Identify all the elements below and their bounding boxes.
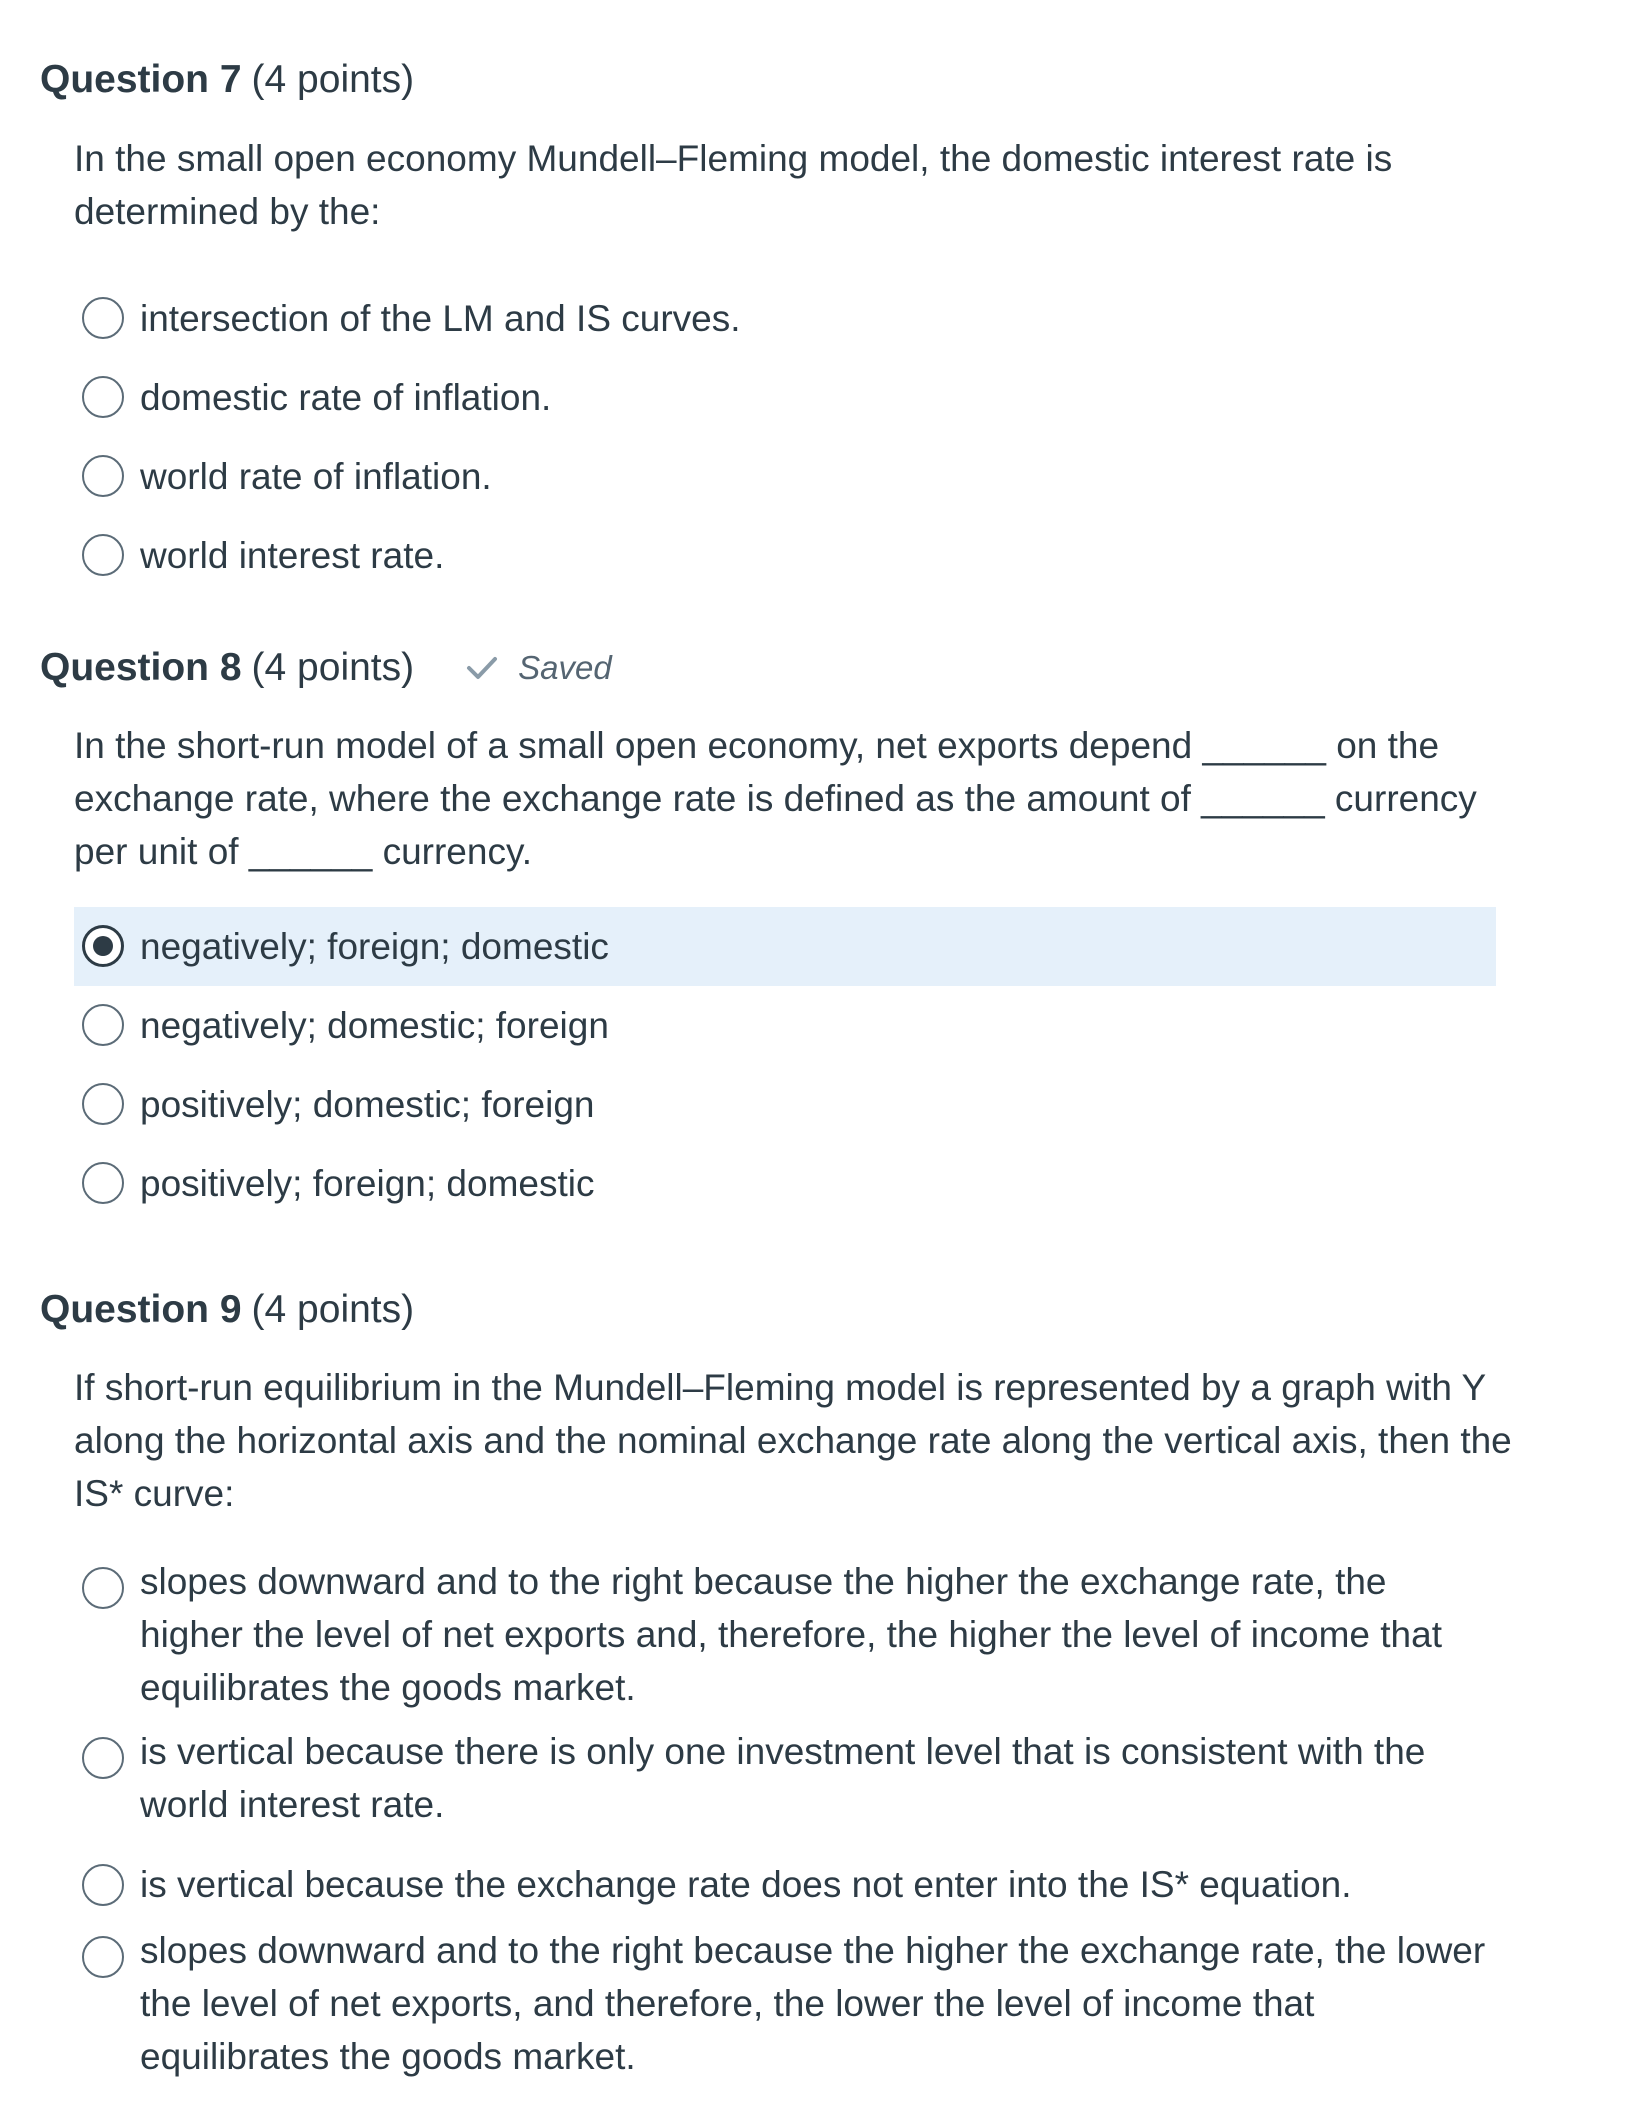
answer-option[interactable] <box>74 367 1496 427</box>
radio-button[interactable] <box>82 376 124 418</box>
answer-option[interactable] <box>74 1555 1496 1715</box>
radio-button[interactable] <box>82 1004 124 1046</box>
question-header <box>40 58 414 102</box>
answer-option[interactable] <box>74 1858 1496 1918</box>
saved-label: Saved <box>518 649 612 686</box>
question-title: Question 9 <box>40 1288 242 1331</box>
radio-button[interactable] <box>82 1162 124 1204</box>
question-header <box>40 646 612 690</box>
question-text: In the short-run model of a small open economy, net exports depend ______ on the exchange rate, where the exchange rate is defined as the amount of ______ currency per unit of ______ currency. <box>74 725 1477 872</box>
radio-button[interactable] <box>82 1864 124 1906</box>
answer-option-label: slopes downward and to the right because the higher the exchange rate, the higher the level of net exports and, therefore, the higher the level of income that equilibrates the goods market. <box>140 1561 1442 1708</box>
radio-button[interactable] <box>82 1936 124 1978</box>
answer-option-label: domestic rate of inflation. <box>140 377 552 418</box>
answer-option[interactable] <box>74 1924 1496 2084</box>
question-points: (4 points) <box>251 1288 415 1331</box>
radio-button[interactable] <box>82 1083 124 1125</box>
answer-option[interactable] <box>74 1074 1496 1134</box>
answer-option-label: negatively; domestic; foreign <box>140 1005 609 1046</box>
radio-button[interactable] <box>82 1567 124 1609</box>
question-title: Question 7 <box>40 58 242 101</box>
answer-option-label: is vertical because the exchange rate does not enter into the IS* equation. <box>140 1864 1352 1905</box>
answer-option-label: positively; foreign; domestic <box>140 1163 595 1204</box>
answer-option[interactable] <box>74 525 1496 585</box>
checkmark-icon <box>466 655 498 681</box>
saved-status <box>466 649 612 687</box>
answer-option[interactable] <box>74 995 1496 1055</box>
answer-option[interactable] <box>74 1153 1496 1213</box>
question-header <box>40 1288 414 1332</box>
answer-option[interactable] <box>74 288 1496 348</box>
answer-option-label: intersection of the LM and IS curves. <box>140 298 741 339</box>
answer-option-label: negatively; foreign; domestic <box>140 926 609 967</box>
answer-option-label: is vertical because there is only one investment level that is consistent with the world interest rate. <box>140 1731 1426 1825</box>
answer-option-label: slopes downward and to the right because the higher the exchange rate, the lower the level of net exports, and therefore, the lower the level of income that equilibrates the goods market. <box>140 1930 1486 2077</box>
question-text: If short-run equilibrium in the Mundell–Fleming model is represented by a graph with Y along the horizontal axis and the nominal exchange rate along the vertical axis, then the IS* curve: <box>74 1367 1512 1514</box>
question-text: In the small open economy Mundell–Fleming model, the domestic interest rate is determined by the: <box>74 138 1393 232</box>
radio-button[interactable] <box>82 297 124 339</box>
question-title: Question 8 <box>40 646 242 689</box>
radio-button[interactable] <box>82 534 124 576</box>
answer-option-label: world rate of inflation. <box>140 456 492 497</box>
question-points: (4 points) <box>251 646 415 689</box>
answer-option-selected[interactable] <box>74 907 1496 986</box>
answer-option[interactable] <box>74 446 1496 506</box>
radio-dot-icon <box>93 936 113 956</box>
question-points: (4 points) <box>251 58 415 101</box>
answer-option-label: world interest rate. <box>140 535 445 576</box>
answer-option[interactable] <box>74 1725 1496 1835</box>
radio-button[interactable] <box>82 455 124 497</box>
answer-option-label: positively; domestic; foreign <box>140 1084 595 1125</box>
radio-button-checked[interactable] <box>82 925 124 967</box>
radio-button[interactable] <box>82 1737 124 1779</box>
